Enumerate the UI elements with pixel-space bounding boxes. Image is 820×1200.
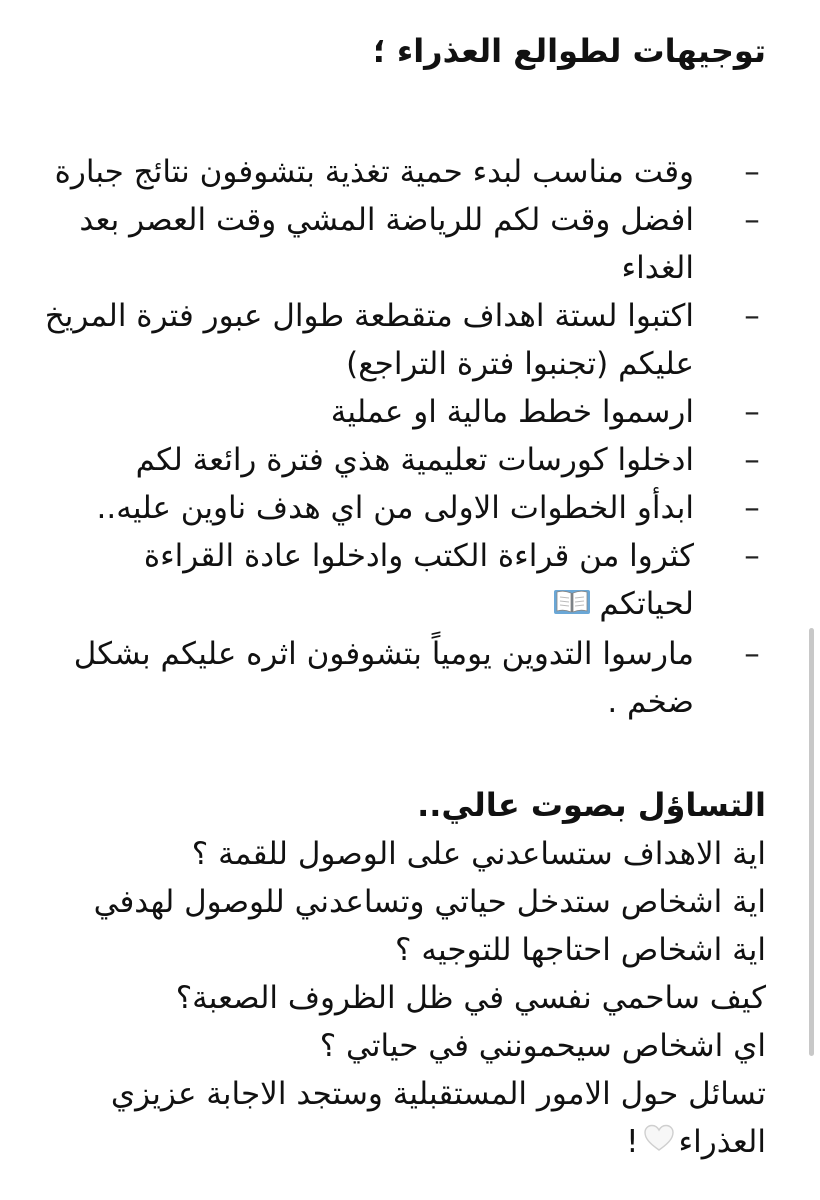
list-item-text: افضل وقت لكم للرياضة المشي وقت العصر بعد الغداء — [79, 202, 694, 286]
section-spacer — [40, 726, 766, 780]
closing-text: تسائل حول الامور المستقبلية وستجد الاجابة عزيزي العذراء — [110, 1075, 766, 1160]
bullet-dash: – — [744, 298, 760, 334]
list-item — [40, 484, 766, 532]
guidance-list — [40, 148, 766, 726]
list-item-text: اكتبوا لستة اهداف متقطعة طوال عبور فترة المريخ عليكم (تجنبوا فترة التراجع) — [44, 298, 694, 382]
question-line: اي اشخاص سيحمونني في حياتي ؟ — [319, 1027, 766, 1064]
list-item — [40, 532, 766, 630]
list-item — [40, 148, 766, 196]
bullet-dash: – — [744, 442, 760, 478]
bullet-dash: – — [744, 394, 760, 430]
questions-block — [40, 830, 766, 1168]
closing-line — [40, 1070, 766, 1168]
question-line: اية الاهداف ستساعدني على الوصول للقمة ؟ — [191, 835, 766, 872]
list-item — [40, 196, 766, 292]
section-title-thinking-aloud: التساؤل بصوت عالي.. — [417, 785, 766, 824]
list-item-text: ارسموا خطط مالية او عملية — [330, 394, 694, 430]
bullet-dash: – — [744, 154, 760, 190]
section-title-virgo-guidance: توجيهات لطوالع العذراء ؛ — [372, 32, 766, 70]
list-item — [40, 436, 766, 484]
bullet-dash: – — [744, 538, 760, 574]
white-heart-icon — [643, 1119, 675, 1167]
question-line: اية اشخاص احتاجها للتوجيه ؟ — [395, 931, 766, 968]
list-item-text: مارسوا التدوين يومياً بتشوفون اثره عليكم بشكل ضخم . — [73, 635, 694, 720]
closing-exclamation: ! — [626, 1123, 639, 1160]
list-item-text: ادخلوا كورسات تعليمية هذي فترة رائعة لكم — [135, 442, 694, 478]
open-book-icon — [553, 582, 591, 630]
scrollbar[interactable] — [809, 628, 814, 1056]
list-item — [40, 388, 766, 436]
list-item — [40, 292, 766, 388]
list-item-text: كثروا من قراءة الكتب وادخلوا عادة القراءة لحياتكم — [143, 538, 694, 622]
bullet-dash: – — [744, 635, 760, 672]
bullet-dash: – — [744, 490, 760, 526]
list-item-text: ابدأو الخطوات الاولى من اي هدف ناوين عليه.. — [96, 490, 694, 526]
question-line: اية اشخاص ستدخل حياتي وتساعدني للوصول لهدفي — [93, 883, 766, 920]
question-line: كيف ساحمي نفسي في ظل الظروف الصعبة؟ — [175, 979, 766, 1016]
bullet-dash: – — [744, 202, 760, 238]
list-item — [40, 630, 766, 726]
list-item-text: وقت مناسب لبدء حمية تغذية بتشوفون نتائج جبارة — [54, 154, 694, 190]
